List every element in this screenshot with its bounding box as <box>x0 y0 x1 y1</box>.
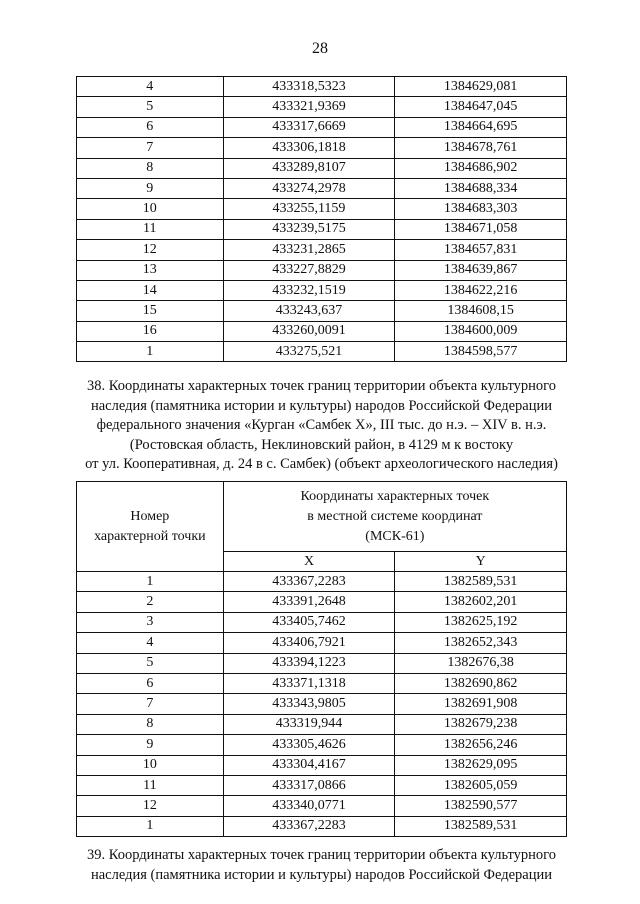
y-coordinate-cell: 1382602,201 <box>395 592 567 612</box>
point-number-cell: 7 <box>77 694 224 714</box>
table-row <box>77 138 567 158</box>
x-coordinate-cell: 433343,9805 <box>223 694 395 714</box>
table-row <box>77 77 567 97</box>
x-coordinate-cell: 433255,1159 <box>223 199 395 219</box>
y-coordinate-cell: 1384639,867 <box>395 260 567 280</box>
x-coordinate-cell: 433239,5175 <box>223 219 395 239</box>
table-row <box>77 775 567 795</box>
y-coordinate-cell: 1382690,862 <box>395 673 567 693</box>
x-coordinate-cell: 433317,0866 <box>223 775 395 795</box>
heading-line: от ул. Кооперативная, д. 24 в с. Самбек) (объект археологического наследия) <box>85 456 558 472</box>
point-number-cell: 11 <box>77 219 224 239</box>
heading-line: 38. Координаты характерных точек границ территории объекта культурного <box>87 378 556 394</box>
x-coordinate-cell: 433367,2283 <box>223 816 395 836</box>
x-coordinate-cell: 433289,8107 <box>223 158 395 178</box>
table2-header <box>77 482 567 572</box>
y-coordinate-cell: 1382679,238 <box>395 714 567 734</box>
y-coordinate-cell: 1384629,081 <box>395 77 567 97</box>
table-row <box>77 796 567 816</box>
y-coordinate-cell: 1384647,045 <box>395 97 567 117</box>
point-number-cell: 15 <box>77 301 224 321</box>
y-coordinate-cell: 1384657,831 <box>395 240 567 260</box>
table-row <box>77 342 567 362</box>
table-row <box>77 694 567 714</box>
y-coordinate-cell: 1384664,695 <box>395 117 567 137</box>
point-number-cell: 1 <box>77 816 224 836</box>
point-number-cell: 10 <box>77 755 224 775</box>
heading-line: наследия (памятника истории и культуры) народов Российской Федерации <box>90 866 553 883</box>
table1-body <box>77 77 567 362</box>
point-number-cell: 2 <box>77 592 224 612</box>
y-coordinate-cell: 1384683,303 <box>395 199 567 219</box>
x-coordinate-cell: 433319,944 <box>223 714 395 734</box>
y-coordinate-cell: 1382691,908 <box>395 694 567 714</box>
point-number-cell: 5 <box>77 97 224 117</box>
y-coordinate-cell: 1384598,577 <box>395 342 567 362</box>
point-number-cell: 1 <box>77 342 224 362</box>
header-line: характерной точки <box>94 528 206 544</box>
table-row <box>77 301 567 321</box>
point-number-cell: 8 <box>77 714 224 734</box>
header-line: Номер <box>130 508 170 524</box>
x-coordinate-cell: 433405,7462 <box>223 612 395 632</box>
table-row <box>77 633 567 653</box>
point-number-cell: 3 <box>77 612 224 632</box>
y-coordinate-cell: 1384678,761 <box>395 138 567 158</box>
x-coordinate-cell: 433367,2283 <box>223 572 395 592</box>
x-coordinate-cell: 433227,8829 <box>223 260 395 280</box>
point-number-cell: 10 <box>77 199 224 219</box>
point-number-cell: 5 <box>77 653 224 673</box>
point-number-cell: 12 <box>77 796 224 816</box>
y-coordinate-cell: 1382676,38 <box>395 653 567 673</box>
point-number-cell: 12 <box>77 240 224 260</box>
table-row <box>77 240 567 260</box>
header-line: Координаты характерных точек <box>300 488 490 504</box>
table-row <box>77 280 567 300</box>
x-coordinate-cell: 433304,4167 <box>223 755 395 775</box>
x-coordinate-cell: 433274,2978 <box>223 178 395 198</box>
table-row <box>77 178 567 198</box>
point-number-cell: 11 <box>77 775 224 795</box>
x-coordinate-cell: 433391,2648 <box>223 592 395 612</box>
table-row <box>77 117 567 137</box>
point-number-cell: 7 <box>77 138 224 158</box>
y-coordinate-cell: 1384608,15 <box>395 301 567 321</box>
heading-line: федерального значения «Курган «Самбек Х», III тыс. до н.э. – XIV в. н.э. <box>96 417 547 433</box>
y-coordinate-cell: 1382656,246 <box>395 735 567 755</box>
coordinates-header <box>223 482 566 552</box>
x-coordinate-cell: 433340,0771 <box>223 796 395 816</box>
x-header: X <box>223 552 395 572</box>
header-line: в местной системе координат <box>307 508 483 524</box>
y-coordinate-cell: 1384688,334 <box>395 178 567 198</box>
table-row <box>77 592 567 612</box>
table-row <box>77 97 567 117</box>
y-header: Y <box>395 552 567 572</box>
table-row <box>77 219 567 239</box>
x-coordinate-cell: 433260,0091 <box>223 321 395 341</box>
point-number-cell: 4 <box>77 77 224 97</box>
y-coordinate-cell: 1382589,531 <box>395 572 567 592</box>
x-coordinate-cell: 433321,9369 <box>223 97 395 117</box>
x-coordinate-cell: 433275,521 <box>223 342 395 362</box>
point-number-cell: 6 <box>77 673 224 693</box>
x-coordinate-cell: 433318,5323 <box>223 77 395 97</box>
y-coordinate-cell: 1384686,902 <box>395 158 567 178</box>
table-row <box>77 199 567 219</box>
point-number-header <box>77 482 224 572</box>
table-row <box>77 572 567 592</box>
point-number-cell: 8 <box>77 158 224 178</box>
heading-line: 39. Координаты характерных точек границ территории объекта культурного <box>87 847 556 863</box>
table-row <box>77 158 567 178</box>
y-coordinate-cell: 1382590,577 <box>395 796 567 816</box>
point-number-cell: 6 <box>77 117 224 137</box>
point-number-cell: 1 <box>77 572 224 592</box>
page-number: 28 <box>312 40 328 57</box>
y-coordinate-cell: 1384622,216 <box>395 280 567 300</box>
y-coordinate-cell: 1382629,095 <box>395 755 567 775</box>
table-row <box>77 673 567 693</box>
y-coordinate-cell: 1384600,009 <box>395 321 567 341</box>
x-coordinate-cell: 433243,637 <box>223 301 395 321</box>
table-row <box>77 321 567 341</box>
point-number-cell: 13 <box>77 260 224 280</box>
heading-line: (Ростовская область, Неклиновский район, в 4129 м к востоку <box>129 436 514 453</box>
point-number-cell: 14 <box>77 280 224 300</box>
coordinates-table-38 <box>76 481 567 837</box>
header-line: (МСК-61) <box>365 528 425 544</box>
x-coordinate-cell: 433232,1519 <box>223 280 395 300</box>
table-row <box>77 755 567 775</box>
coordinates-table-37-continued <box>76 76 567 362</box>
y-coordinate-cell: 1384671,058 <box>395 219 567 239</box>
table-row <box>77 653 567 673</box>
table-row <box>77 260 567 280</box>
section-39-heading <box>76 846 567 885</box>
section-38-heading <box>76 377 567 475</box>
x-coordinate-cell: 433317,6669 <box>223 117 395 137</box>
heading-line: наследия (памятника истории и культуры) народов Российской Федерации <box>90 397 553 414</box>
table-row <box>77 612 567 632</box>
y-coordinate-cell: 1382652,343 <box>395 633 567 653</box>
y-coordinate-cell: 1382589,531 <box>395 816 567 836</box>
table2-body <box>77 572 567 837</box>
y-coordinate-cell: 1382605,059 <box>395 775 567 795</box>
table-row <box>77 714 567 734</box>
point-number-cell: 4 <box>77 633 224 653</box>
table-row <box>77 735 567 755</box>
x-coordinate-cell: 433406,7921 <box>223 633 395 653</box>
point-number-cell: 9 <box>77 178 224 198</box>
x-coordinate-cell: 433371,1318 <box>223 673 395 693</box>
point-number-cell: 16 <box>77 321 224 341</box>
table-row <box>77 816 567 836</box>
y-coordinate-cell: 1382625,192 <box>395 612 567 632</box>
point-number-cell: 9 <box>77 735 224 755</box>
x-coordinate-cell: 433231,2865 <box>223 240 395 260</box>
x-coordinate-cell: 433394,1223 <box>223 653 395 673</box>
x-coordinate-cell: 433306,1818 <box>223 138 395 158</box>
x-coordinate-cell: 433305,4626 <box>223 735 395 755</box>
